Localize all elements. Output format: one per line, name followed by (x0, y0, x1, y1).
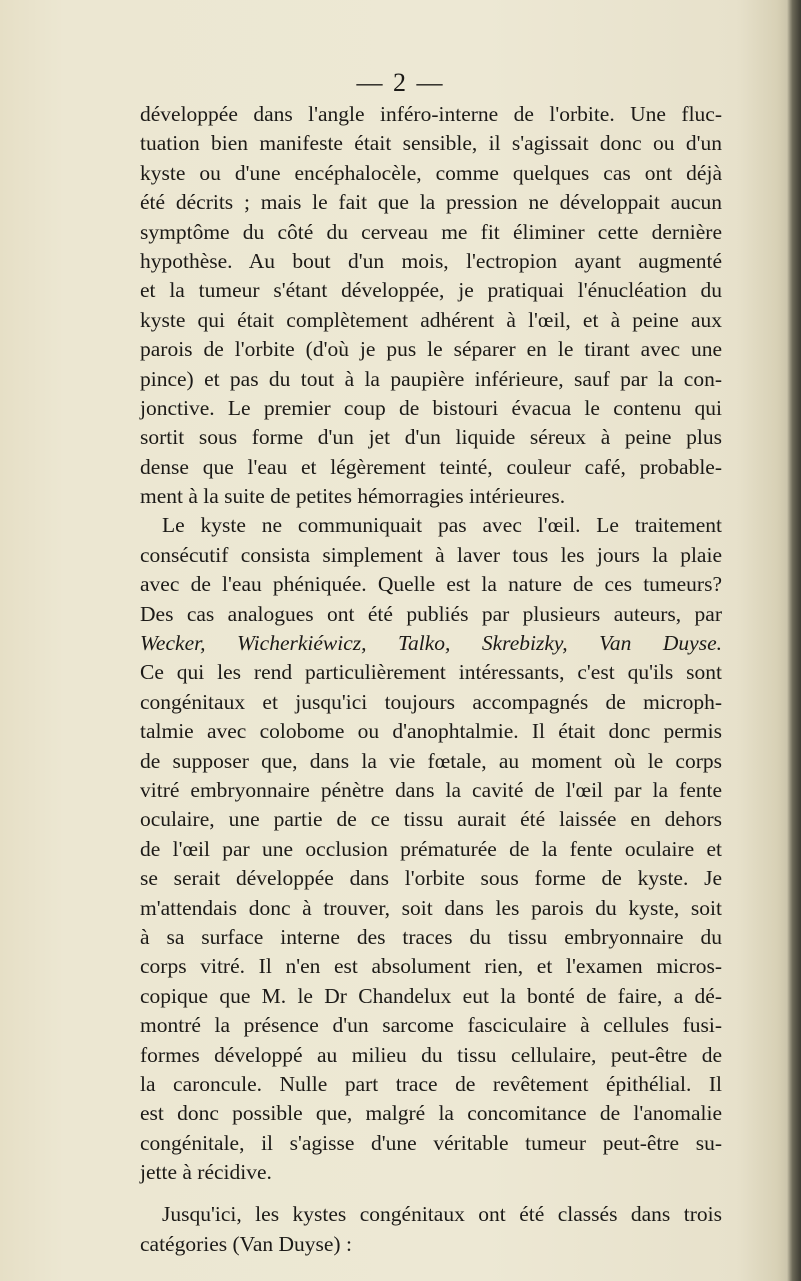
text-line: catégories (Van Duyse) : (140, 1231, 352, 1256)
text-line: Jusqu'ici, les kystes congénitaux ont été classés dans trois (162, 1202, 722, 1227)
text-line: kyste qui était complètement adhérent à l'œil, et à peine aux (140, 307, 722, 332)
text-line: congénitale, il s'agisse d'une véritable tumeur peut-être su- (140, 1130, 722, 1155)
text-line: développée dans l'angle inféro-interne de l'orbite. Une fluc- (140, 102, 722, 126)
text-line: hypothèse. Au bout d'un mois, l'ectropion ayant augmenté (140, 248, 722, 273)
page-number: — 2 — (356, 68, 445, 97)
text-line: formes développé au milieu du tissu cellulaire, peut-être de (140, 1042, 722, 1067)
text-line: oculaire, une partie de ce tissu aurait été laissée en dehors (140, 807, 722, 832)
text-line: de supposer que, dans la vie fœtale, au moment où le corps (140, 748, 722, 773)
text-line: à sa surface interne des traces du tissu embryonnaire du (140, 924, 722, 949)
text-line: Ce qui les rend particulièrement intéressants, c'est qu'ils sont (140, 660, 722, 685)
text-line: sortit sous forme d'un jet d'un liquide séreux à peine plus (140, 425, 722, 450)
text-line: talmie avec colobome ou d'anophtalmie. Il était donc permis (140, 719, 722, 744)
text-line: été décrits ; mais le fait que la pression ne développait aucun (140, 190, 722, 215)
text-line: ment à la suite de petites hémorragies intérieures. (140, 484, 566, 509)
text-line: vitré embryonnaire pénètre dans la cavité de l'œil par la fente (140, 777, 722, 802)
text-line: symptôme du côté du cerveau me fit éliminer cette dernière (140, 219, 722, 244)
text-line: Le kyste ne communiquait pas avec l'œil. Le traitement (162, 513, 722, 538)
text-line: dense que l'eau et légèrement teinté, couleur café, probable- (140, 454, 722, 479)
text-line: jette à récidive. (140, 1160, 272, 1185)
text-line: jonctive. Le premier coup de bistouri évacua le contenu qui (140, 395, 722, 420)
text-line: se serait développée dans l'orbite sous forme de kyste. Je (140, 866, 722, 891)
text-line: est donc possible que, malgré la concomitance de l'anomalie (140, 1101, 722, 1126)
text-line: corps vitré. Il n'en est absolument rien, et l'examen micros- (140, 954, 722, 979)
page-edge-shadow (787, 0, 801, 1281)
text-line: m'attendais donc à trouver, soit dans les parois du kyste, soit (140, 895, 722, 920)
text-line: pince) et pas du tout à la paupière inférieure, sauf par la con- (140, 366, 722, 391)
author-names-line: Wecker, Wicherkiéwicz, Talko, Skrebizky, Van Duyse. (140, 631, 722, 656)
text-line: Des cas analogues ont été publiés par plusieurs auteurs, par (140, 601, 722, 626)
text-line: de l'œil par une occlusion prématurée de la fente oculaire et (140, 836, 722, 861)
text-line: kyste ou d'une encéphalocèle, comme quelques cas ont déjà (140, 160, 722, 185)
text-line: parois de l'orbite (d'où je pus le séparer en le tirant avec une (140, 337, 722, 362)
text-line: montré la présence d'un sarcome fasciculaire à cellules fusi- (140, 1013, 722, 1038)
paragraph-gap (140, 1187, 722, 1200)
text-line: et la tumeur s'étant développée, je pratiquai l'énucléation du (140, 278, 722, 303)
text-line: copique que M. le Dr Chandelux eut la bonté de faire, a dé- (140, 983, 722, 1008)
text-line: avec de l'eau phéniquée. Quelle est la nature de ces tumeurs? (140, 572, 722, 597)
text-line: la caroncule. Nulle part trace de revêtement épithélial. Il (140, 1071, 722, 1096)
text-line: tuation bien manifeste était sensible, il s'agissait donc ou d'un (140, 131, 722, 156)
body-text (140, 100, 722, 1259)
text-line: congénitaux et jusqu'ici toujours accompagnés de microph- (140, 689, 722, 714)
text-line: consécutif consista simplement à laver tous les jours la plaie (140, 542, 722, 567)
